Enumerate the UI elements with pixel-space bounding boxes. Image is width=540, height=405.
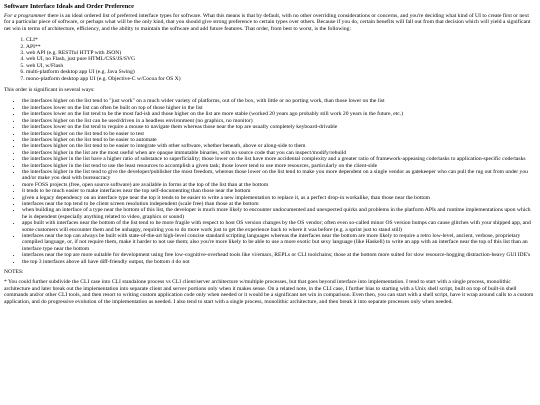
list-item: 4. web UI, no Flash, just pure HTML/CSS/JS/SVG bbox=[26, 56, 536, 62]
list-item: • interfaces near the top tend to be client screen resolution independent (scale free) than those at the bottom bbox=[22, 201, 536, 207]
list-item: • the interfaces higher on the list tend to be easier to test bbox=[22, 131, 536, 137]
list-item: 5. web UI, w/Flash bbox=[26, 63, 536, 69]
list-item: • the interfaces higher on the list tend to be easier to integrate with other software, whether beneath, above or along-side to them bbox=[22, 143, 536, 149]
list-item: • the interfaces higher in the list tend to give the developer/publisher the most freedom, whereas those lower on the list tend to make you more dependent on a single vendor as gatekeeper who can pull the rug out from under you and/or make you deal with bureaucracy bbox=[22, 169, 536, 182]
list-item: • it tends to be much easier to make interfaces near the top self-documenting than those near the bottom bbox=[22, 188, 536, 194]
list-item: • the interfaces higher in the list are the most useful when are opaque immutable binaries, with no source code that you can inspect/modify/rebuild bbox=[22, 150, 536, 156]
list-item: • interfaces near the top are more suitable for development using free low-cognitive-overhead tools like vi/emacs, REPLs or CLI toolchains; those at the bottom more suited for slow resource-hogging distraction-heavy GUI IDE's bbox=[22, 252, 536, 258]
list-item: 7. mono-platform desktop app UI (e.g. Objective-C w/Cocoa for OS X) bbox=[26, 76, 536, 82]
intro-text: there is an ideal ordered list of preferred interface types for software. What this means is that by default, with no other overriding considerations or concerns, and you're deciding what kind of UI to create first or next for a particular piece of software, or perhaps what will be the only kind, that you should give strong preference to certain types over others. Because if you do, certain benefits will fall out from that decision which will yield a significant net win in terms of architecture, efficiency, and the ability to maintain the software and add future features. That order, from best to worst, is the following: bbox=[4, 13, 531, 32]
list-item: • the interfaces lower on the list tend to require a mouse to navigate them whereas those near the top are usually completely keyboard-drivable bbox=[22, 124, 536, 130]
list-item: • the interfaces lower on the list can often be built on top of those higher in the list bbox=[22, 105, 536, 111]
list-item: • the interfaces lower on the list tend to be the most fad-ish and those higher on the list are more stable (worked 20 years ago probably still work 20 years in the future, etc.) bbox=[22, 111, 536, 117]
list-item: • the interfaces higher on the list tend to "just work" on a much wider variety of platforms, out of the box, with little or no porting work, than those lower on the list bbox=[22, 98, 536, 104]
notes-heading: NOTES: bbox=[4, 269, 24, 276]
note-paragraph: * You could further subdivide the CLI case into CLI standalone process vs CLI client/server architecture w/multiple processes, but that goes beyond interface into implementation. I tend to start with a single process, monolithic architecture and later break out the implementation into separate client and server portions only when it makes sense. On a related note, in the CLI case, I further bias to starting with a Unix shell script, built on top of built-in shell commands and/or other CLI tools, and then resort to writing custom application code only when needed or it would be a significant net win in comparison. Even then, you can start with a shell script, have it wrap around calls to a custom application, and do progressive evolution of the implementation as needed. I also tend to start with a single process, monolithic architecture, and then break it into separate processes only when needed. bbox=[4, 279, 534, 305]
bottom-fade bbox=[0, 395, 540, 405]
order-significance: This order is significant in several ways: bbox=[4, 87, 95, 94]
list-item: • the top 3 interfaces above all have diff-friendly output, the bottom 4 do not bbox=[22, 259, 536, 265]
list-item: • given a legacy dependency on an interface type near the top it tends to be easier to write a new implementation to replace it, as a perfect drop-in workalike, than those near the bottom bbox=[22, 195, 536, 201]
list-item: 2. API** bbox=[26, 44, 536, 50]
list-item: • the interfaces higher on the list can be used/driven in a headless environment (no graphics, no monitor) bbox=[22, 118, 536, 124]
significance-list bbox=[4, 98, 536, 265]
list-item: • interfaces near the top can always be built with state-of-the-art high-level concise standard scripting languages whereas the interfaces near the bottom are more likely to require a retro low-level, ancient, verbose, proprietary compiled language, or, if not require them, make it harder to not use them; also you're more likely to be able to use a more exotic but sexy language (like Haskell) to write an app with an interface near the top of this list than an interface type near the bottom bbox=[22, 233, 536, 252]
intro-lead: For a programmer bbox=[4, 13, 47, 19]
list-item: • the interfaces higher on the list tend to be easier to automate bbox=[22, 137, 536, 143]
list-item: 1. CLI* bbox=[26, 37, 536, 43]
list-item: • the interfaces higher in the list have a higher ratio of substance to superficiality; those lower on the list have more accidental complexity and a greater ratio of framework-appeasing code/tasks to application-specific code/tasks bbox=[22, 156, 536, 162]
list-item: • apps built with interfaces near the bottom of the list tend to be more fragile with respect to host OS version changes by the OS vendor; often even so-called minor OS version bumps can cause glitches with your shipped app, and some customers will encounter them and be unhappy, requiring you to do more work just to get the experience back to where it was before (e.g. a sprint just to stand still) bbox=[22, 220, 536, 233]
document-title: Software Interface Ideals and Order Preference bbox=[4, 3, 134, 10]
list-item: 3. web API (e.g. RESTful HTTP with JSON) bbox=[26, 50, 536, 56]
preference-list bbox=[4, 37, 536, 82]
list-item: • when building an interface of a type near the bottom of this list, the developer is much more likely to encounter undocumented and unexpected quirks and problems in the platform APIs and runtime implementations upon which he is dependent (especially anything related to video, graphics or sound) bbox=[22, 207, 536, 220]
list-item: • more FOSS projects (free, open source software) are available in forms at the top of the list than at the bottom bbox=[22, 182, 536, 188]
list-item: 6. multi-platform desktop app UI (e.g. Java Swing) bbox=[26, 69, 536, 75]
list-item: • the interfaces higher in the list tend to use the least resources to accomplish a given task; those lower tend to use more resources, particularly on the client-side bbox=[22, 163, 536, 169]
intro-paragraph bbox=[4, 13, 536, 32]
